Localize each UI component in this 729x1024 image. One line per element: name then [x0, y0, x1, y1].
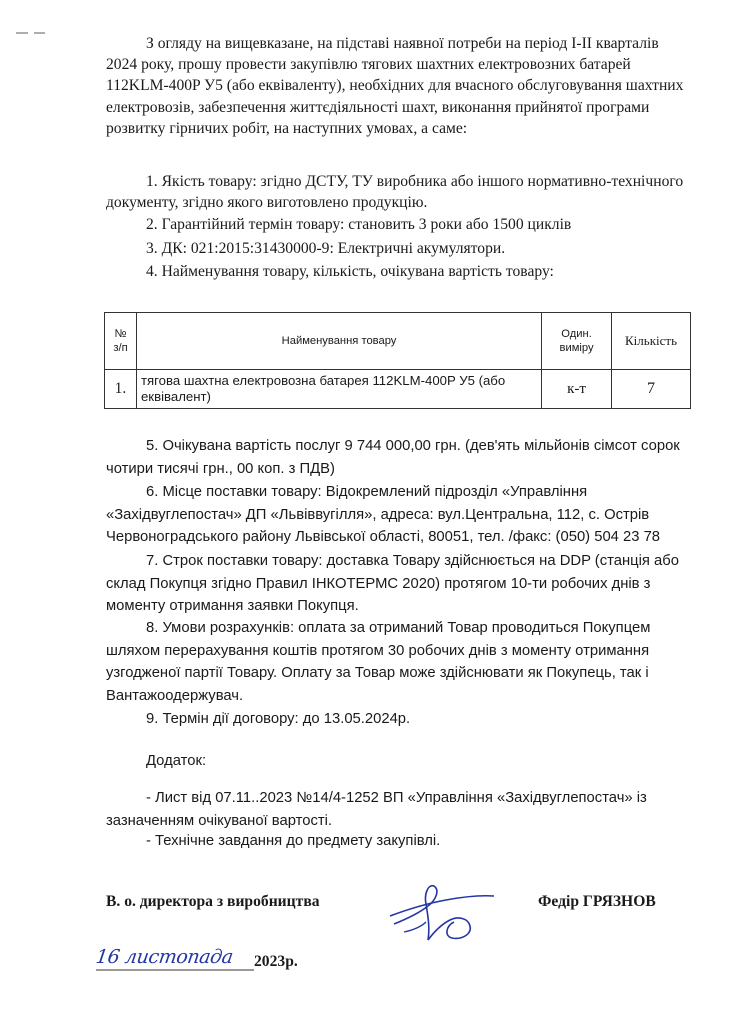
row-qty: 7 — [612, 370, 691, 409]
handwritten-date: 16 листопада — [94, 946, 235, 968]
header-num: № з/п — [105, 313, 137, 370]
header-qty: Кількість — [612, 313, 691, 370]
row-num: 1. — [105, 370, 137, 409]
signatory-name: Федір ГРЯЗНОВ — [538, 893, 656, 910]
header-name: Найменування товару — [136, 313, 541, 370]
attachment-item-2: - Технічне завдання до предмету закупівлі. — [146, 833, 441, 849]
signatory-title: В. о. директора з виробництва — [106, 893, 320, 910]
intro-paragraph: З огляду на вищевказане, на підставі наявної потреби на період I-II кварталів 2024 року, прошу провести закупівлю тягових шахтних електровозних батарей 112KLM-400P У5 (або еквіваленту), необхідних для вчасного обслуговування шахтних електровозів, забезпечення життєдіяльності шахт, виконання прийнятої програми розвитку гірничих робіт, на наступних умовах, а саме: — [106, 35, 684, 137]
attachment-item-1: - Лист від 07.11..2023 №14/4-1252 ВП «Управління «Західвуглепостач» із зазначенням очікуваної вартості. — [106, 790, 647, 829]
date-year: 2023р. — [254, 953, 298, 970]
condition-6: 6. Місце поставки товару: Відокремлений підрозділ «Управління «Західвуглепостач» ДП «Львіввугілля», адреса: вул.Центральна, 112, с. Острів Червоноградського району Львівської області, 80051, тел. /факс: (050) 504 23 78 — [106, 484, 661, 546]
condition-9: 9. Термін дії договору: до 13.05.2024р. — [146, 711, 411, 727]
table-row — [105, 370, 691, 409]
condition-8: 8. Умови розрахунків: оплата за отриманий Товар проводиться Покупцем шляхом перерахування коштів протягом 30 робочих днів з моменту отримання узгодженої партії Товару. Оплату за Товар може здійснювати як Покупець, так і Вантажоодержувач. — [106, 620, 651, 704]
condition-3: 3. ДК: 021:2015:31430000-9: Електричні акумулятори. — [146, 240, 506, 257]
condition-4: 4. Найменування товару, кількість, очікувана вартість товару: — [146, 263, 554, 280]
row-name: тягова шахтна електровозна батарея 112KLM-400P У5 (або еквівалент) — [136, 370, 541, 409]
row-unit: к-т — [542, 370, 612, 409]
scan-mark — [14, 30, 48, 36]
header-unit: Один. виміру — [542, 313, 612, 370]
table-header-row — [105, 313, 691, 370]
condition-1: 1. Якість товару: згідно ДСТУ, ТУ виробника або іншого нормативно-технічного документу, згідно якого виготовлено продукцію. — [106, 173, 684, 212]
signature-image — [384, 880, 504, 950]
condition-7: 7. Строк поставки товару: доставка Товару здійснюється на DDP (станція або склад Покупця згідно Правил ІНКОТЕРМС 2020) протягом 10-ти робочих днів з моменту отримання заявки Покупця. — [106, 553, 679, 615]
condition-2: 2. Гарантійний термін товару: становить 3 роки або 1500 циклів — [146, 216, 572, 233]
goods-table — [104, 312, 691, 409]
attachment-label: Додаток: — [146, 753, 207, 769]
condition-5: 5. Очікувана вартість послуг 9 744 000,00 грн. (дев'ять мільйонів сімсот сорок чотири тисячі грн., 00 коп. з ПДВ) — [106, 438, 680, 477]
